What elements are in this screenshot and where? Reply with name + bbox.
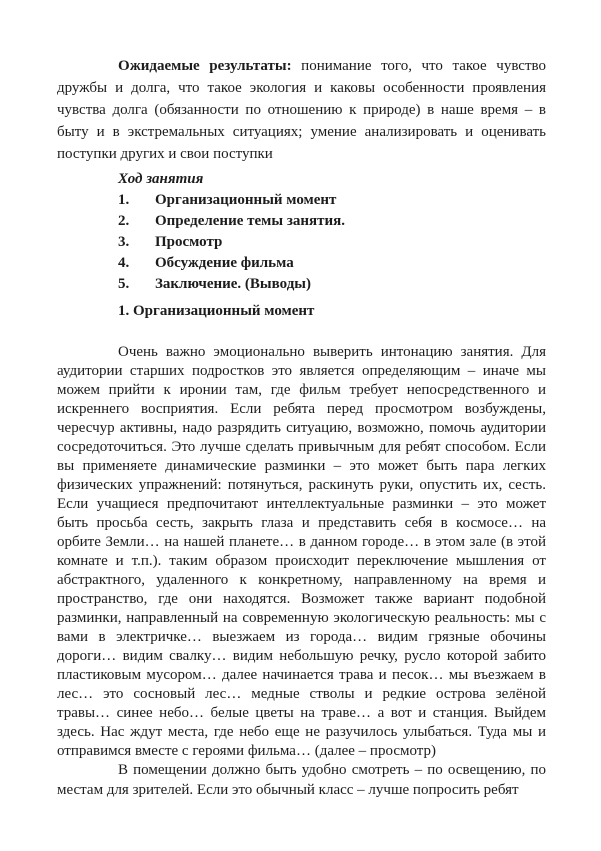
list-item-number: 1. [118, 192, 130, 208]
lesson-plan-item [57, 232, 546, 253]
section-heading: 1. Организационный момент [118, 303, 315, 319]
expected-results-text: понимание того, что такое чувство дружбы и долга, что такое экология и каковы особенности проявления чувства долга (обязанности по отношению к природе) в наше время – в быту и в экстремальных ситуациях; умение анализировать и оценивать поступки других и свои поступки [57, 58, 547, 162]
expected-results-paragraph [57, 55, 546, 165]
list-item-label: Определение темы занятия. [155, 213, 345, 229]
lesson-plan-item [57, 211, 546, 232]
list-item-number: 5. [118, 276, 130, 292]
list-item-label: Обсуждение фильма [155, 255, 294, 271]
list-item-number: 4. [118, 255, 130, 271]
section-paragraph-1: Очень важно эмоционально выверить интонацию занятия. Для аудитории старших подростков это является определяющим – иначе мы можем прийти к иронии там, где фильм требует непосредственного и искреннего восприятия. Если ребята перед просмотром возбуждены, чересчур активны, надо разрядить ситуацию, возможно, помочь аудитории сосредоточиться. Это лучше сделать привычным для ребят способом. Если вы применяете динамические разминки – это может быть пара легких физических упражнений: потянуться, раскинуть руки, опустить их, сесть. Если учащиеся предпочитают интеллектуальные разминки – это может быть просьба сесть, закрыть глаза и представить себя в космосе… на орбите Земли… на нашей планете… в данном городе… в этом зале (в этой комнате и т.п.). таким образом происходит переключение мышления от абстрактного, удаленного к конкретному, направленному на время и пространство, где они находятся. Возможет также вариант подобной разминки, направленный на современную экологическую реальность: мы с вами в электричке… выезжаем из города… видим грязные обочины дороги… видим свалку… видим небольшую речку, русло которой забито пластиковым мусором… далее начинается трава и песок… мы въезжаем в лес… это сосновый лес… медные стволы и редкие острова зелёной травы… синее небо… белые цветы на траве… а вот и станция. Выйдем здесь. Нас ждут места, где небо еще не разучилось улыбаться. Туда мы и отправимся вместе с героями фильма… (далее – просмотр) [57, 344, 546, 759]
lesson-plan-item [57, 274, 546, 295]
lesson-plan-list [57, 190, 546, 295]
expected-results-label: Ожидаемые результаты: [118, 58, 292, 74]
list-item-label: Заключение. (Выводы) [155, 276, 311, 292]
list-item-number: 2. [118, 213, 130, 229]
lesson-plan-item [57, 253, 546, 274]
list-item-label: Организационный момент [155, 192, 337, 208]
list-item-number: 3. [118, 234, 130, 250]
section-paragraph-2: В помещении должно быть удобно смотреть – по освещению, по местам для зрителей. Если это обычный класс – лучше попросить ребят [57, 762, 546, 798]
lesson-plan-title: Ход занятия [118, 171, 204, 187]
lesson-plan-item [57, 190, 546, 211]
list-item-label: Просмотр [155, 234, 223, 250]
